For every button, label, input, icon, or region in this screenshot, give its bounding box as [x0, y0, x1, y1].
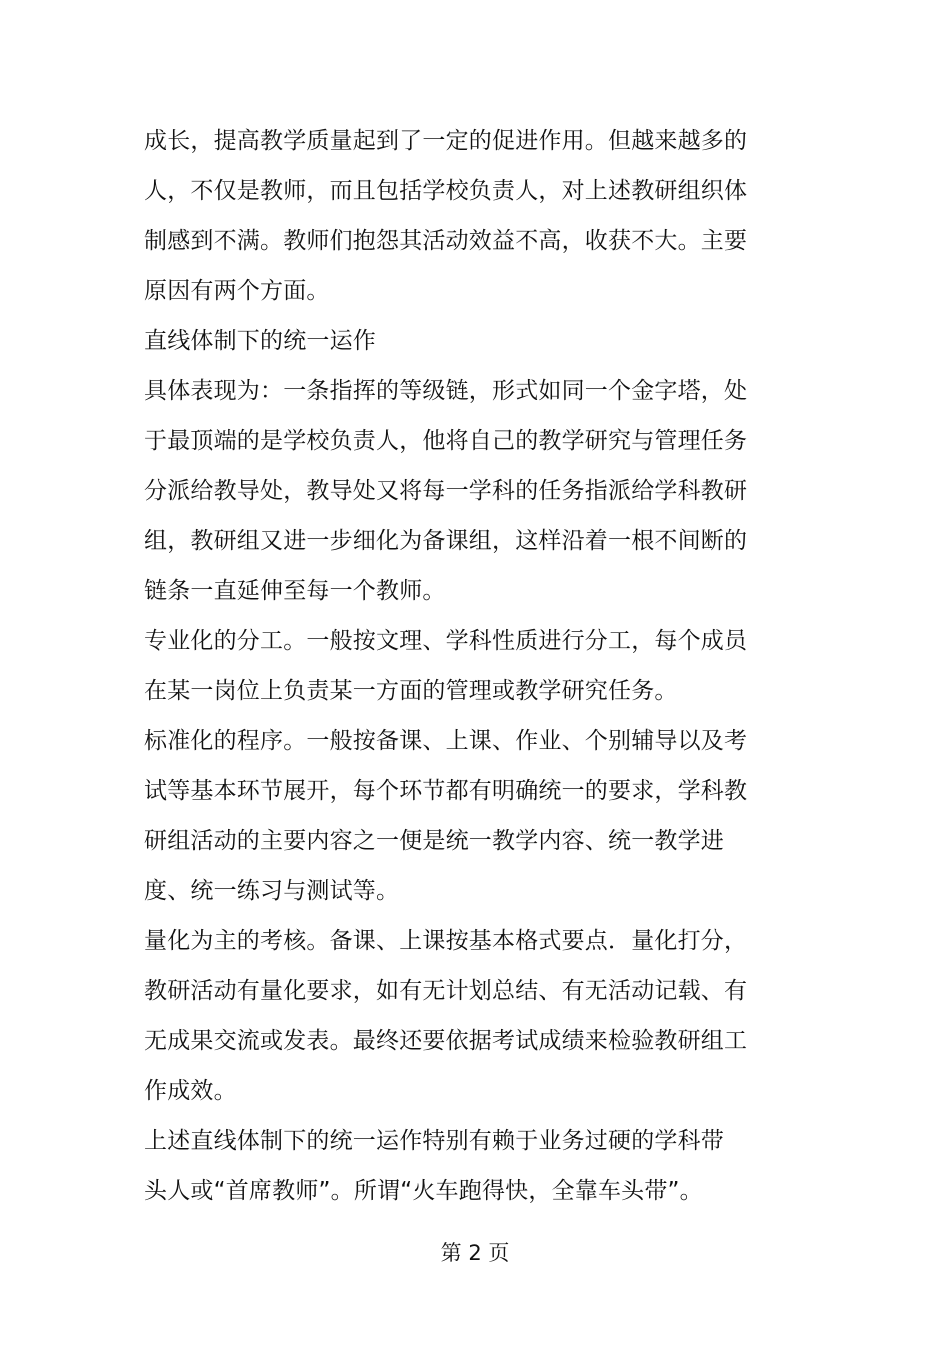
- text-line: 成长，提高教学质量起到了一定的促进作用。但越来越多的: [144, 128, 748, 154]
- section-heading: 直线体制下的统一运作: [144, 328, 376, 354]
- text-line: 无成果交流或发表。最终还要依据考试成绩来检验教研组工: [144, 1028, 748, 1054]
- text-line: 在某一岗位上负责某一方面的管理或教学研究任务。: [144, 678, 678, 704]
- text-line: 链条一直延伸至每一个教师。: [144, 578, 446, 604]
- text-line: 专业化的分工。一般按文理、学科性质进行分工，每个成员: [144, 628, 748, 654]
- text-line: 分派给教导处，教导处又将每一学科的任务指派给学科教研: [144, 478, 748, 504]
- text-line: 原因有两个方面。: [144, 278, 330, 304]
- text-line: 人，不仅是教师，而且包括学校负责人，对上述教研组织体: [144, 178, 748, 204]
- text-line: 度、统一练习与测试等。: [144, 878, 400, 904]
- text-line: 作成效。: [144, 1078, 237, 1104]
- text-line: 上述直线体制下的统一运作特别有赖于业务过硬的学科带: [144, 1128, 724, 1154]
- text-line: 制感到不满。教师们抱怨其活动效益不高，收获不大。主要: [144, 228, 748, 254]
- text-line: 组，教研组又进一步细化为备课组，这样沿着一根不间断的: [144, 528, 748, 554]
- page-number: 第 2 页: [440, 1241, 510, 1265]
- text-line: 量化为主的考核。备课、上课按基本格式要点．量化打分，: [144, 928, 748, 954]
- text-line: 试等基本环节展开，每个环节都有明确统一的要求，学科教: [144, 778, 748, 804]
- text-line: 于最顶端的是学校负责人，他将自己的教学研究与管理任务: [144, 428, 748, 454]
- text-line: 研组活动的主要内容之一便是统一教学内容、统一教学进: [144, 828, 724, 854]
- text-line: 头人或“首席教师”。所谓“火车跑得快，全靠车头带”。: [144, 1178, 703, 1204]
- text-line: 具体表现为：一条指挥的等级链，形式如同一个金字塔，处: [144, 378, 748, 404]
- text-line: 标准化的程序。一般按备课、上课、作业、个别辅导以及考: [144, 728, 748, 754]
- text-line: 教研活动有量化要求，如有无计划总结、有无活动记载、有: [144, 978, 748, 1004]
